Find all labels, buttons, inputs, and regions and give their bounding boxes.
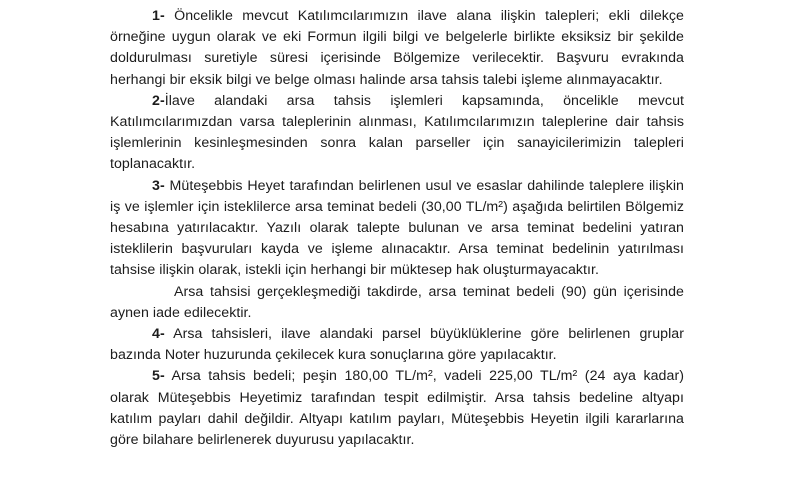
paragraph-2 bbox=[110, 91, 684, 176]
paragraph-1-text: Öncelikle mevcut Katılımcılarımızın ilave alana ilişkin talepleri; ekli dilekçe örneğine uygun olarak ve eki Formun ilgili bilgi ve belgelerle birlikte eksiksiz bir şekilde doldurulması suretiyle süresi içerisinde Bölgemize verilecektir. Başvuru evrakında herhangi bir eksik bilgi ve belge olması halinde arsa tahsis talebi işleme alınmayacaktır. bbox=[110, 8, 685, 88]
paragraph-4-text: Arsa tahsisleri, ilave alandaki parsel büyüklüklerine göre belirlenen gruplar bazında Noter huzurunda çekilecek kura sonuçlarına göre yapılacaktır. bbox=[110, 326, 684, 364]
paragraph-3-note-text: Arsa tahsisi gerçekleşmediği takdirde, arsa teminat bedeli (90) gün içerisinde aynen iade edilecektir. bbox=[110, 283, 684, 321]
paragraph-1-number: 1- bbox=[152, 8, 165, 24]
paragraph-1 bbox=[110, 6, 684, 91]
paragraph-2-text: İlave alandaki arsa tahsis işlemleri kapsamında, öncelikle mevcut Katılımcılarımızdan varsa taleplerinin alınması, Katılımcılarımızın taleplerine dair tahsis işlemlerinin kesinleşmesinden sonra kalan parseller için sanayicilerimizin talepleri toplanacaktır. bbox=[110, 92, 684, 173]
paragraph-3 bbox=[110, 176, 684, 282]
paragraph-5-number: 5- bbox=[152, 368, 165, 385]
paragraph-3-number: 3- bbox=[152, 177, 165, 194]
paragraph-3-note bbox=[110, 282, 684, 324]
paragraph-2-number: 2- bbox=[152, 92, 165, 109]
paragraph-5 bbox=[110, 366, 684, 451]
paragraph-3-text: Müteşebbis Heyet tarafından belirlenen usul ve esaslar dahilinde taleplere ilişkin iş ve işlemler için isteklilerce arsa teminat bedeli (30,00 TL/m²) aşağıda belirtilen Bölgemiz hesabına yatırılacaktır. Yazılı olarak talepte bulunan ve arsa teminat bedelini yatıran isteklilerin başvuruları kayda ve işleme alınacaktır. Arsa teminat bedelinin yatırılması tahsise ilişkin olarak, istekli için herhangi bir müktesep hak oluşturmayacaktır. bbox=[110, 177, 684, 279]
paragraph-4-number: 4- bbox=[152, 326, 165, 343]
paragraph-4 bbox=[110, 324, 684, 366]
paragraph-5-text: Arsa tahsis bedeli; peşin 180,00 TL/m², vadeli 225,00 TL/m² (24 aya kadar) olarak Müteşebbis Heyetimiz tarafından tespit edilmiştir. Arsa tahsis bedeline altyapı katılım payları dahil değildir. Altyapı katılım payları, Müteşebbis Heyetin ilgili kararlarına göre bilahare belirlenerek duyurusu yapılacaktır. bbox=[110, 368, 684, 449]
